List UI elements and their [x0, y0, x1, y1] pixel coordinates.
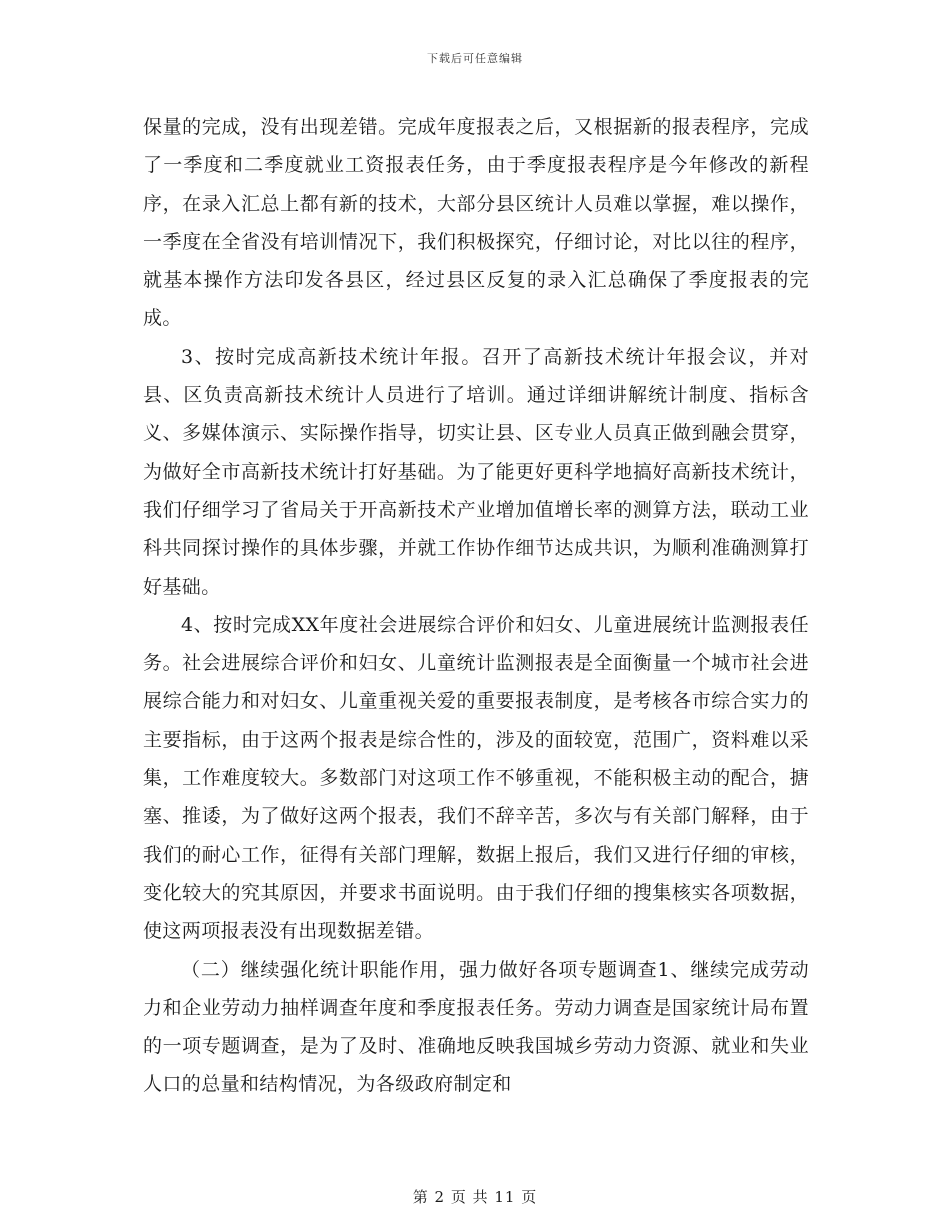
paragraph-continuation: 保量的完成，没有出现差错。完成年度报表之后，又根据新的报表程序，完成了一季度和二季度就业工资报表任务，由于季度报表程序是今年修改的新程序，在录入汇总上都有新的技术，大部分县区统计人员难以掌握，难以操作，一季度在全省没有培训情况下，我们积极探究，仔细讨论，对比以往的程序，就基本操作方法印发各县区，经过县区反复的录入汇总确保了季度报表的完成。 [143, 116, 809, 330]
paragraph-item-3: 3、按时完成高新技术统计年报。召开了高新技术统计年报会议，并对县、区负责高新技术统计人员进行了培训。通过详细讲解统计制度、指标含义、多媒体演示、实际操作指导，切实让县、区专业人员真正做到融会贯穿，为做好全市高新技术统计打好基础。为了能更好更科学地搞好高新技术统计，我们仔细学习了省局关于开高新技术产业增加值增长率的测算方法，联动工业科共同探讨操作的具体步骤，并就工作协作细节达成共识，为顺利准确测算打好基础。 [143, 345, 809, 598]
paragraph-item-4: 4、按时完成XX年度社会进展综合评价和妇女、儿童进展统计监测报表任务。社会进展综合评价和妇女、儿童统计监测报表是全面衡量一个城市社会进展综合能力和对妇女、儿童重视关爱的重要报表制度，是考核各市综合实力的主要指标，由于这两个报表是综合性的，涉及的面较宽，范围广，资料难以采集，工作难度较大。多数部门对这项工作不够重视，不能积极主动的配合，搪塞、推诿，为了做好这两个报表，我们不辞辛苦，多次与有关部门解释，由于我们的耐心工作，征得有关部门理解，数据上报后，我们又进行仔细的审核，变化较大的究其原因，并要求书面说明。由于我们仔细的搜集核实各项数据，使这两项报表没有出现数据差错。 [143, 613, 809, 943]
paragraph-section-2: （二）继续强化统计职能作用，强力做好各项专题调查1、继续完成劳动力和企业劳动力抽样调查年度和季度报表任务。劳动力调查是国家统计局布置的一项专题调查，是为了及时、准确地反映我国城乡劳动力资源、就业和失业人口的总量和结构情况，为各级政府制定和 [143, 958, 809, 1096]
page-number: 第 2 页 共 11 页 [412, 1188, 538, 1206]
document-body [143, 108, 809, 1104]
page-footer [0, 1186, 950, 1207]
page-header: 下载后可任意编辑 [427, 52, 523, 65]
